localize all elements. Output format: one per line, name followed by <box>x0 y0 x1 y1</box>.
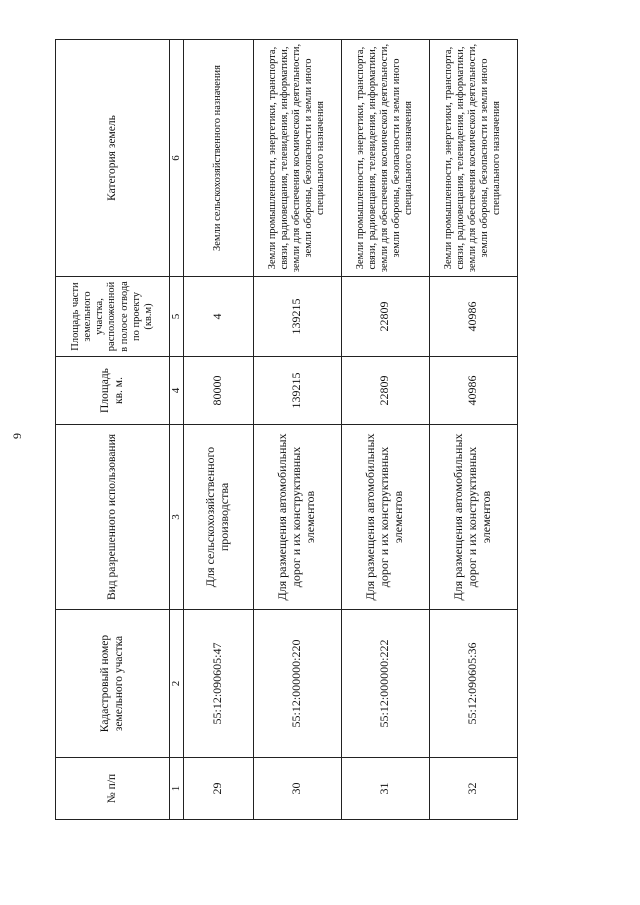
cadastral-number: 55:12:000000:220 <box>253 610 341 758</box>
rotated-table-container <box>55 40 505 820</box>
table-row <box>429 40 517 820</box>
area-value: 139215 <box>253 357 341 425</box>
permitted-use: Для сельскохозяйственного производства <box>183 425 253 610</box>
row-num: 30 <box>253 758 341 820</box>
cadastral-number: 55:12:090605:36 <box>429 610 517 758</box>
header-num: № п/п <box>56 758 170 820</box>
permitted-use: Для размещения автомобильных дорог и их конструктивных элементов <box>253 425 341 610</box>
column-number: 2 <box>170 610 184 758</box>
column-number: 4 <box>170 357 184 425</box>
table-row <box>341 40 429 820</box>
area-value: 40986 <box>429 357 517 425</box>
area-value: 80000 <box>183 357 253 425</box>
header-area: Площадь кв. м. <box>56 357 170 425</box>
cadastral-number: 55:12:000000:222 <box>341 610 429 758</box>
part-area-value: 4 <box>183 277 253 357</box>
header-cadastral: Кадастровый номер земельного участка <box>56 610 170 758</box>
header-part-area: Площадь части земельного участка, расположенной в полосе отвода по проекту (кв.м) <box>56 277 170 357</box>
column-number: 3 <box>170 425 184 610</box>
part-area-value: 22809 <box>341 277 429 357</box>
area-value: 22809 <box>341 357 429 425</box>
permitted-use: Для размещения автомобильных дорог и их конструктивных элементов <box>429 425 517 610</box>
column-number: 1 <box>170 758 184 820</box>
row-num: 32 <box>429 758 517 820</box>
header-category: Категория земель <box>56 40 170 277</box>
land-plots-table <box>55 39 518 820</box>
land-category: Земли промышленности, энергетики, транспорта, связи, радиовещания, телевидения, информатики, земли для обеспечения космической деятельности, земли обороны, безопасности и земли иного специального назначения <box>253 40 341 277</box>
land-category: Земли промышленности, энергетики, транспорта, связи, радиовещания, телевидения, информатики, земли для обеспечения космической деятельности, земли обороны, безопасности и земли иного специального назначения <box>341 40 429 277</box>
land-category: Земли промышленности, энергетики, транспорта, связи, радиовещания, телевидения, информатики, земли для обеспечения космической деятельности, земли обороны, безопасности и земли иного специального назначения <box>429 40 517 277</box>
table-row <box>253 40 341 820</box>
header-row <box>56 40 170 820</box>
land-category: Земли сельскохозяйственного назначения <box>183 40 253 277</box>
permitted-use: Для размещения автомобильных дорог и их конструктивных элементов <box>341 425 429 610</box>
column-number: 6 <box>170 40 184 277</box>
row-num: 31 <box>341 758 429 820</box>
column-number: 5 <box>170 277 184 357</box>
part-area-value: 139215 <box>253 277 341 357</box>
table-row <box>183 40 253 820</box>
cadastral-number: 55:12:090605:47 <box>183 610 253 758</box>
page-number: 9 <box>10 433 24 439</box>
column-number-row <box>170 40 184 820</box>
header-use: Вид разрешенного использования <box>56 425 170 610</box>
row-num: 29 <box>183 758 253 820</box>
part-area-value: 40986 <box>429 277 517 357</box>
